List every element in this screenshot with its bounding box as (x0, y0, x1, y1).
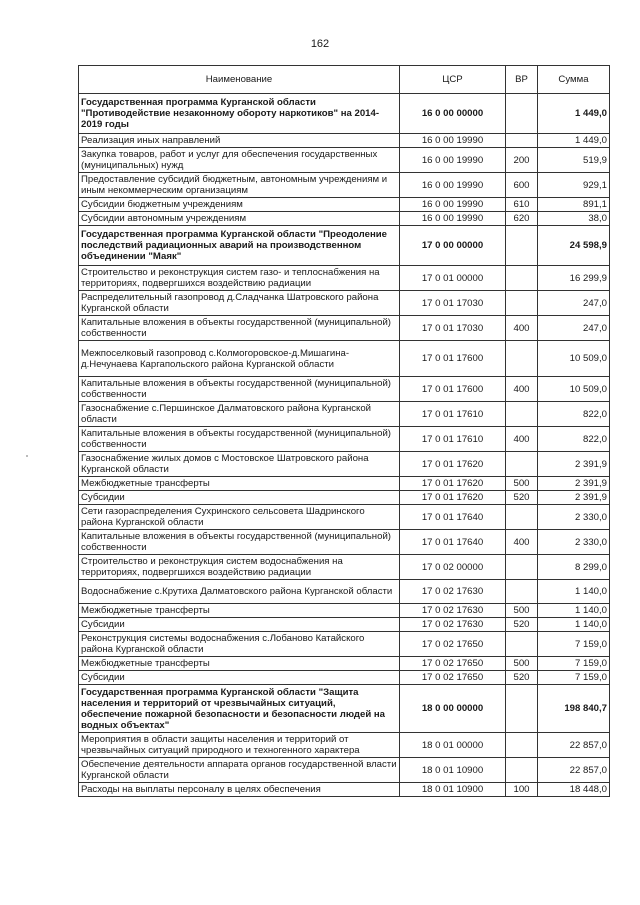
cell-name: Предоставление субсидий бюджетным, автономным учреждениям и иным некоммерческим организациям (79, 173, 400, 198)
cell-sum: 247,0 (538, 291, 610, 316)
cell-csr: 17 0 00 00000 (400, 226, 506, 266)
cell-vr: 620 (506, 212, 538, 226)
table-row (79, 618, 610, 632)
cell-name: Капитальные вложения в объекты государственной (муниципальной) собственности (79, 377, 400, 402)
cell-csr: 17 0 01 17610 (400, 402, 506, 427)
cell-name: Сети газораспределения Сухринского сельсовета Шадринского района Курганской области (79, 505, 400, 530)
cell-csr: 17 0 01 17030 (400, 291, 506, 316)
budget-table (78, 65, 610, 797)
cell-sum: 7 159,0 (538, 657, 610, 671)
cell-sum: 891,1 (538, 198, 610, 212)
table-row (79, 783, 610, 797)
cell-name: Реализация иных направлений (79, 134, 400, 148)
scan-speck (26, 455, 28, 457)
cell-csr: 17 0 02 17630 (400, 580, 506, 604)
cell-vr (506, 555, 538, 580)
table-row (79, 94, 610, 134)
cell-sum: 2 330,0 (538, 505, 610, 530)
cell-vr (506, 266, 538, 291)
table-row (79, 226, 610, 266)
cell-vr (506, 733, 538, 758)
table-body (79, 94, 610, 797)
table-row (79, 580, 610, 604)
cell-csr: 17 0 02 17630 (400, 618, 506, 632)
table-row (79, 198, 610, 212)
cell-vr (506, 632, 538, 657)
cell-name: Субсидии (79, 671, 400, 685)
cell-csr: 17 0 01 17620 (400, 491, 506, 505)
cell-sum: 10 509,0 (538, 341, 610, 377)
cell-vr: 520 (506, 671, 538, 685)
cell-name: Распределительный газопровод д.Сладчанка Шатровского района Курганской области (79, 291, 400, 316)
table-row (79, 316, 610, 341)
cell-name: Государственная программа Курганской области "Преодоление последствий радиационных аварий на производственном объединении "Маяк" (79, 226, 400, 266)
cell-name: Обеспечение деятельности аппарата органов государственной власти Курганской области (79, 758, 400, 783)
cell-csr: 18 0 01 00000 (400, 733, 506, 758)
cell-vr (506, 226, 538, 266)
cell-sum: 1 140,0 (538, 580, 610, 604)
table-row (79, 555, 610, 580)
cell-sum: 18 448,0 (538, 783, 610, 797)
cell-sum: 1 449,0 (538, 134, 610, 148)
table-row (79, 212, 610, 226)
cell-csr: 16 0 00 00000 (400, 94, 506, 134)
cell-sum: 24 598,9 (538, 226, 610, 266)
table-row (79, 477, 610, 491)
cell-vr: 520 (506, 618, 538, 632)
cell-name: Государственная программа Курганской области "Противодействие незаконному обороту наркотиков" на 2014-2019 годы (79, 94, 400, 134)
cell-name: Субсидии бюджетным учреждениям (79, 198, 400, 212)
cell-vr (506, 94, 538, 134)
cell-csr: 17 0 01 17640 (400, 505, 506, 530)
cell-csr: 16 0 00 19990 (400, 134, 506, 148)
cell-name: Реконструкция системы водоснабжения с.Лобаново Катайского района Курганской области (79, 632, 400, 657)
cell-sum: 1 140,0 (538, 618, 610, 632)
cell-vr: 100 (506, 783, 538, 797)
cell-sum: 822,0 (538, 427, 610, 452)
cell-name: Закупка товаров, работ и услуг для обеспечения государственных (муниципальных) нужд (79, 148, 400, 173)
table-row (79, 671, 610, 685)
cell-name: Капитальные вложения в объекты государственной (муниципальной) собственности (79, 530, 400, 555)
cell-sum: 7 159,0 (538, 632, 610, 657)
cell-csr: 16 0 00 19990 (400, 212, 506, 226)
column-header-sum: Сумма (538, 66, 610, 94)
cell-sum: 247,0 (538, 316, 610, 341)
cell-vr: 500 (506, 657, 538, 671)
cell-vr: 520 (506, 491, 538, 505)
cell-sum: 2 391,9 (538, 491, 610, 505)
table-row (79, 402, 610, 427)
table-row (79, 758, 610, 783)
cell-sum: 822,0 (538, 402, 610, 427)
table-row (79, 134, 610, 148)
cell-name: Капитальные вложения в объекты государственной (муниципальной) собственности (79, 316, 400, 341)
column-header-vr: ВР (506, 66, 538, 94)
cell-vr (506, 452, 538, 477)
table-row (79, 685, 610, 733)
cell-sum: 22 857,0 (538, 733, 610, 758)
cell-csr: 18 0 01 10900 (400, 758, 506, 783)
cell-name: Субсидии (79, 618, 400, 632)
cell-vr (506, 685, 538, 733)
cell-csr: 17 0 01 17640 (400, 530, 506, 555)
column-header-name: Наименование (79, 66, 400, 94)
cell-csr: 17 0 01 17610 (400, 427, 506, 452)
cell-csr: 17 0 01 17600 (400, 341, 506, 377)
cell-sum: 22 857,0 (538, 758, 610, 783)
cell-name: Газоснабжение с.Першинское Далматовского района Курганской области (79, 402, 400, 427)
cell-name: Строительство и реконструкция систем газо- и теплоснабжения на территориях, подвергшихся воздействию радиации (79, 266, 400, 291)
cell-vr: 400 (506, 530, 538, 555)
cell-csr: 16 0 00 19990 (400, 198, 506, 212)
cell-csr: 17 0 02 17650 (400, 657, 506, 671)
cell-sum: 8 299,0 (538, 555, 610, 580)
cell-sum: 1 449,0 (538, 94, 610, 134)
column-header-csr: ЦСР (400, 66, 506, 94)
cell-vr (506, 580, 538, 604)
cell-vr: 610 (506, 198, 538, 212)
table-header-row (79, 66, 610, 94)
cell-vr: 400 (506, 377, 538, 402)
cell-vr (506, 341, 538, 377)
cell-sum: 10 509,0 (538, 377, 610, 402)
cell-name: Межбюджетные трансферты (79, 477, 400, 491)
cell-csr: 16 0 00 19990 (400, 173, 506, 198)
table-row (79, 491, 610, 505)
cell-name: Газоснабжение жилых домов с Мостовское Шатровского района Курганской области (79, 452, 400, 477)
cell-vr: 200 (506, 148, 538, 173)
cell-csr: 17 0 01 00000 (400, 266, 506, 291)
cell-name: Мероприятия в области защиты населения и территорий от чрезвычайных ситуаций природного и техногенного характера (79, 733, 400, 758)
table-row (79, 530, 610, 555)
table-row (79, 632, 610, 657)
cell-vr (506, 505, 538, 530)
table-row (79, 604, 610, 618)
cell-sum: 2 391,9 (538, 452, 610, 477)
cell-name: Строительство и реконструкция систем водоснабжения на территориях, подвергшихся воздействию радиации (79, 555, 400, 580)
cell-sum: 16 299,9 (538, 266, 610, 291)
table-row (79, 657, 610, 671)
table-row (79, 341, 610, 377)
table-row (79, 452, 610, 477)
cell-vr (506, 758, 538, 783)
cell-csr: 17 0 01 17600 (400, 377, 506, 402)
cell-csr: 17 0 01 17030 (400, 316, 506, 341)
cell-name: Субсидии (79, 491, 400, 505)
cell-vr: 500 (506, 604, 538, 618)
cell-sum: 929,1 (538, 173, 610, 198)
table-row (79, 427, 610, 452)
cell-vr: 500 (506, 477, 538, 491)
cell-csr: 17 0 02 00000 (400, 555, 506, 580)
table-row (79, 173, 610, 198)
cell-sum: 2 391,9 (538, 477, 610, 491)
cell-name: Расходы на выплаты персоналу в целях обеспечения (79, 783, 400, 797)
cell-sum: 2 330,0 (538, 530, 610, 555)
cell-csr: 16 0 00 19990 (400, 148, 506, 173)
cell-name: Межбюджетные трансферты (79, 604, 400, 618)
cell-name: Капитальные вложения в объекты государственной (муниципальной) собственности (79, 427, 400, 452)
cell-name: Межбюджетные трансферты (79, 657, 400, 671)
cell-sum: 519,9 (538, 148, 610, 173)
cell-vr: 400 (506, 427, 538, 452)
cell-sum: 198 840,7 (538, 685, 610, 733)
table-row (79, 733, 610, 758)
table-row (79, 148, 610, 173)
cell-csr: 17 0 01 17620 (400, 477, 506, 491)
page-number: 162 (310, 38, 330, 50)
cell-vr (506, 402, 538, 427)
cell-name: Субсидии автономным учреждениям (79, 212, 400, 226)
table-row (79, 505, 610, 530)
table-row (79, 266, 610, 291)
cell-csr: 18 0 00 00000 (400, 685, 506, 733)
cell-csr: 17 0 01 17620 (400, 452, 506, 477)
cell-csr: 17 0 02 17650 (400, 671, 506, 685)
cell-vr (506, 291, 538, 316)
cell-sum: 7 159,0 (538, 671, 610, 685)
table-row (79, 377, 610, 402)
cell-csr: 18 0 01 10900 (400, 783, 506, 797)
cell-sum: 1 140,0 (538, 604, 610, 618)
cell-sum: 38,0 (538, 212, 610, 226)
cell-csr: 17 0 02 17650 (400, 632, 506, 657)
cell-vr: 600 (506, 173, 538, 198)
cell-name: Водоснабжение с.Крутиха Далматовского района Курганской области (79, 580, 400, 604)
cell-csr: 17 0 02 17630 (400, 604, 506, 618)
cell-name: Межпоселковый газопровод с.Колмогоровское-д.Мишагина-д.Нечунаева Каргапольского района Курганской области (79, 341, 400, 377)
cell-name: Государственная программа Курганской области "Защита населения и территорий от чрезвычайных ситуаций, обеспечение пожарной безопасности и безопасности людей на водных объектах" (79, 685, 400, 733)
cell-vr: 400 (506, 316, 538, 341)
table-row (79, 291, 610, 316)
cell-vr (506, 134, 538, 148)
